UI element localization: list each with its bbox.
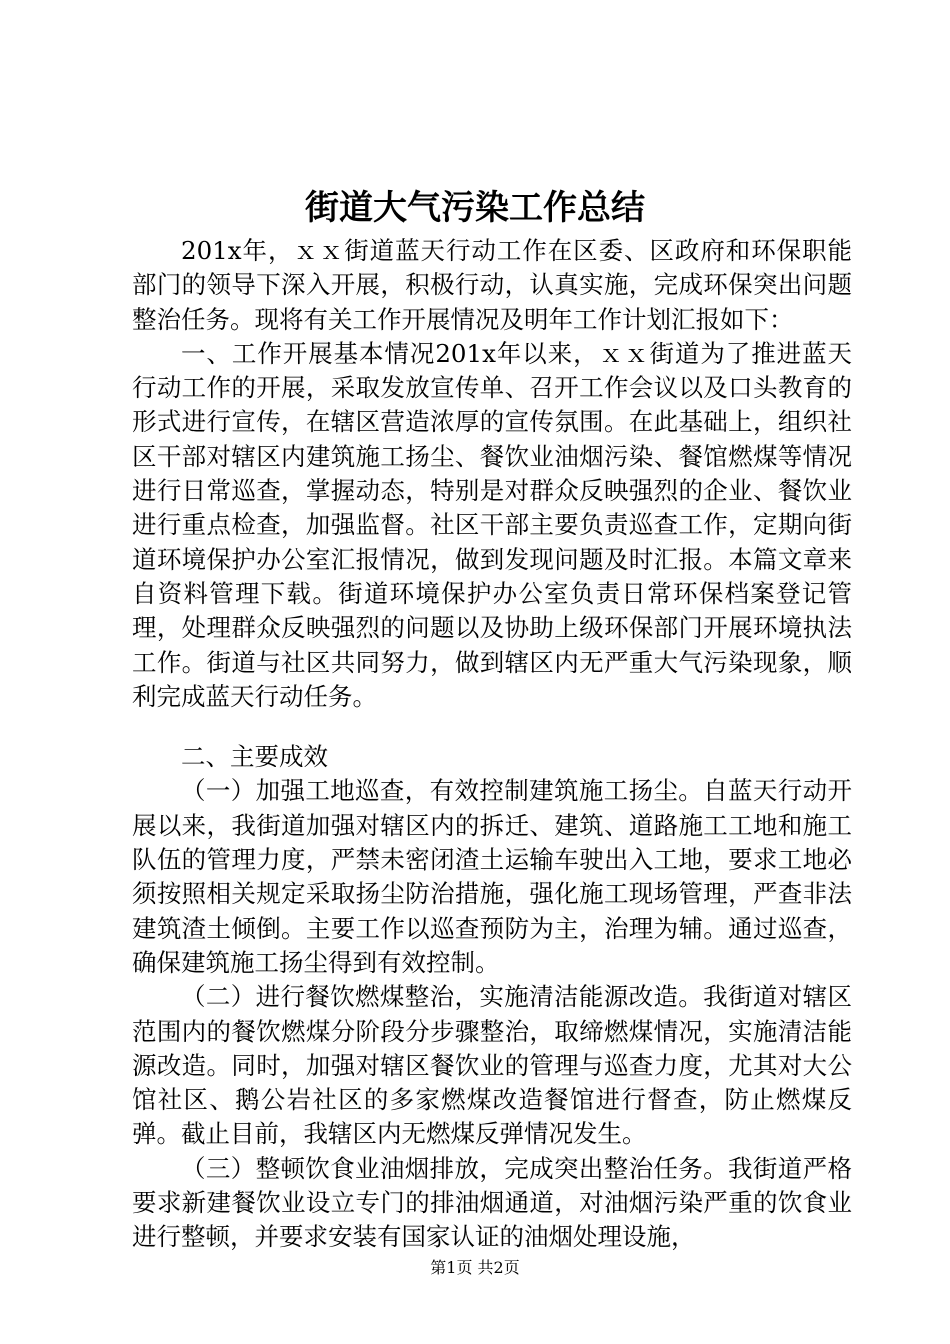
page-title: 街道大气污染工作总结 bbox=[305, 188, 645, 228]
document-body bbox=[132, 234, 852, 1255]
paragraph-intro: 201x年，ｘｘ街道蓝天行动工作在区委、区政府和环保职能部门的领导下深入开展，积极行动，认真实施，完成环保突出问题整治任务。现将有关工作开展情况及明年工作计划汇报如下： bbox=[132, 236, 852, 334]
section-heading-achievements: 二、主要成效 bbox=[181, 742, 328, 772]
page-footer: 第1页 共2页 bbox=[430, 1258, 520, 1277]
paragraph-section-one: 一、工作开展基本情况201x年以来，ｘｘ街道为了推进蓝天行动工作的开展，采取发放宣传单、召开工作会议以及口头教育的形式进行宣传，在辖区营造浓厚的宣传氛围。在此基础上，组织社区干部对辖区内建筑施工扬尘、餐饮业油烟污染、餐馆燃煤等情况进行日常巡查，掌握动态，特别是对群众反映强烈的企业、餐饮业进行重点检查，加强监督。社区干部主要负责巡查工作，定期向街道环境保护办公室汇报情况，做到发现问题及时汇报。本篇文章来自资料管理下载。街道环境保护办公室负责日常环保档案登记管理，处理群众反映强烈的问题以及协助上级环保部门开展环境执法工作。街道与社区共同努力，做到辖区内无严重大气污染现象，顺利完成蓝天行动任务。 bbox=[132, 338, 852, 711]
paragraph-item-one: （一）加强工地巡查，有效控制建筑施工扬尘。自蓝天行动开展以来，我街道加强对辖区内的拆迁、建筑、道路施工工地和施工队伍的管理力度，严禁未密闭渣土运输车驶出入工地，要求工地必须按照相关规定采取扬尘防治措施，强化施工现场管理，严查非法建筑渣土倾倒。主要工作以巡查预防为主，治理为辅。通过巡查，确保建筑施工扬尘得到有效控制。 bbox=[132, 776, 852, 977]
paragraph-item-two: （二）进行餐饮燃煤整治，实施清洁能源改造。我街道对辖区范围内的餐饮燃煤分阶段分步骤整治，取缔燃煤情况，实施清洁能源改造。同时，加强对辖区餐饮业的管理与巡查力度，尤其对大公馆社区、鹅公岩社区的多家燃煤改造餐馆进行督查，防止燃煤反弹。截止目前，我辖区内无燃煤反弹情况发生。 bbox=[132, 982, 852, 1149]
paragraph-item-three: （三）整顿饮食业油烟排放，完成突出整治任务。我街道严格要求新建餐饮业设立专门的排油烟通道，对油烟污染严重的饮食业进行整顿，并要求安装有国家认证的油烟处理设施， bbox=[132, 1153, 852, 1252]
